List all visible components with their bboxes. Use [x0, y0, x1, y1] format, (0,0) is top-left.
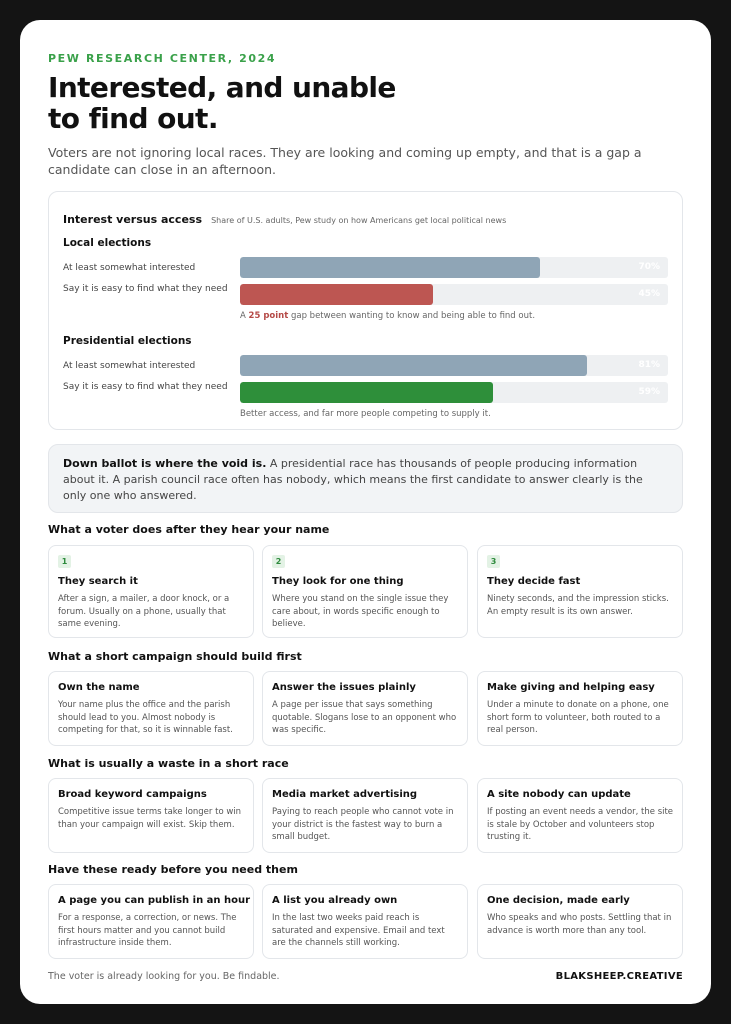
waste-card-3	[477, 778, 683, 853]
note-prefix: A	[240, 311, 249, 321]
bar-value-pres-interested: 81%	[638, 360, 660, 370]
step-card-1	[48, 545, 254, 638]
step-number: 3	[487, 555, 500, 568]
card-title: Make giving and helping easy	[487, 682, 655, 693]
down-ballot-callout	[48, 444, 683, 513]
title-line-2: to find out.	[48, 102, 218, 135]
bar-track-local-easy	[240, 284, 668, 305]
build-card-2	[262, 671, 468, 746]
card-title: A page you can publish in an hour	[58, 895, 251, 906]
step-title: They search it	[58, 576, 138, 587]
ready-card-1	[48, 884, 254, 959]
card-title: Answer the issues plainly	[272, 682, 416, 693]
brand-wordmark: BLAKSHEEP.CREATIVE	[555, 971, 683, 982]
card-title: One decision, made early	[487, 895, 630, 906]
step-body: After a sign, a mailer, a door knock, or a forum. Usually on a phone, usually that same evening.	[58, 594, 230, 629]
card-body: If posting an event needs a vendor, the site is stale by October and volunteers stop trusting it.	[487, 807, 674, 842]
page-title	[48, 72, 396, 134]
step-body: Ninety seconds, and the impression sticks. An empty result is its own answer.	[487, 594, 669, 617]
card-body: In the last two weeks paid reach is saturated and expensive. Email and text are the channels still working.	[272, 913, 445, 948]
step-number: 2	[272, 555, 285, 568]
bar-local-interested	[240, 257, 540, 278]
step-title: They look for one thing	[272, 576, 404, 587]
lede-paragraph: Voters are not ignoring local races. They are looking and coming up empty, and that is a gap a candidate can close in an afternoon.	[48, 145, 642, 177]
bar-local-easy	[240, 284, 433, 305]
card-body: Competitive issue terms take longer to win than your campaign will exist. Skip them.	[58, 807, 242, 830]
chart-subtitle: Share of U.S. adults, Pew study on how Americans get local political news	[211, 216, 507, 225]
card-title: Broad keyword campaigns	[58, 789, 207, 800]
note-highlight: 25 point	[248, 311, 289, 321]
presidential-note: Better access, and far more people competing to supply it.	[240, 409, 491, 419]
group-title-local: Local elections	[63, 237, 152, 249]
card-title: A site nobody can update	[487, 789, 631, 800]
card-title: Media market advertising	[272, 789, 418, 800]
chart-header	[63, 208, 506, 227]
step-title: They decide fast	[487, 576, 581, 587]
bar-label-pres-interested: At least somewhat interested	[63, 361, 196, 371]
bar-value-local-easy: 45%	[638, 289, 660, 299]
card-title: A list you already own	[272, 895, 398, 906]
bar-track-pres-interested	[240, 355, 668, 376]
callout-lead: Down ballot is where the void is.	[63, 457, 267, 470]
section-title-waste: What is usually a waste in a short race	[48, 757, 289, 770]
card-body: For a response, a correction, or news. The first hours matter and you cannot build infrastructure inside them.	[58, 913, 237, 948]
callout-body: A presidential race has thousands of people producing information about it. A parish council race often has nobody, which means the first candidate to answer clearly is the only one who answered.	[63, 457, 643, 502]
ready-card-3	[477, 884, 683, 959]
ready-card-2	[262, 884, 468, 959]
footer-tagline: The voter is already looking for you. Be findable.	[48, 971, 280, 982]
card-body: Who speaks and who posts. Settling that in advance is worth more than any tool.	[487, 913, 672, 936]
local-gap-note	[240, 311, 535, 321]
waste-card-2	[262, 778, 468, 853]
bar-track-pres-easy	[240, 382, 668, 403]
build-card-1	[48, 671, 254, 746]
section-title-build-first: What a short campaign should build first	[48, 650, 302, 663]
bar-label-pres-easy: Say it is easy to find what they need	[63, 382, 228, 392]
waste-card-1	[48, 778, 254, 853]
card-title: Own the name	[58, 682, 140, 693]
build-card-3	[477, 671, 683, 746]
chart-title: Interest versus access	[63, 213, 202, 226]
step-body: Where you stand on the single issue they care about, in words specific enough to believe.	[272, 594, 449, 629]
group-title-presidential: Presidential elections	[63, 335, 192, 347]
bar-label-local-interested: At least somewhat interested	[63, 263, 196, 273]
section-title-voter-steps: What a voter does after they hear your name	[48, 523, 330, 536]
bar-value-pres-easy: 59%	[638, 387, 660, 397]
card-body: Under a minute to donate on a phone, one short form to volunteer, both routed to a real person.	[487, 700, 669, 735]
section-title-ready: Have these ready before you need them	[48, 863, 298, 876]
card-body: Paying to reach people who cannot vote in your district is the fastest way to burn a small budget.	[272, 807, 454, 842]
step-number: 1	[58, 555, 71, 568]
step-card-2	[262, 545, 468, 638]
document-card	[20, 20, 711, 1004]
eyebrow-source: PEW RESEARCH CENTER, 2024	[48, 52, 277, 65]
bar-track-local-interested	[240, 257, 668, 278]
title-line-1: Interested, and unable	[48, 71, 396, 104]
interest-access-chart	[48, 191, 683, 430]
step-card-3	[477, 545, 683, 638]
card-body: Your name plus the office and the parish should lead to you. Almost nobody is competing for that, so it is winnable fast.	[58, 700, 233, 735]
bar-value-local-interested: 70%	[638, 262, 660, 272]
bar-pres-interested	[240, 355, 587, 376]
card-body: A page per issue that says something quotable. Slogans lose to an opponent who was specific.	[272, 700, 457, 735]
bar-pres-easy	[240, 382, 493, 403]
note-suffix: gap between wanting to know and being able to find out.	[288, 311, 536, 321]
bar-label-local-easy: Say it is easy to find what they need	[63, 284, 228, 294]
